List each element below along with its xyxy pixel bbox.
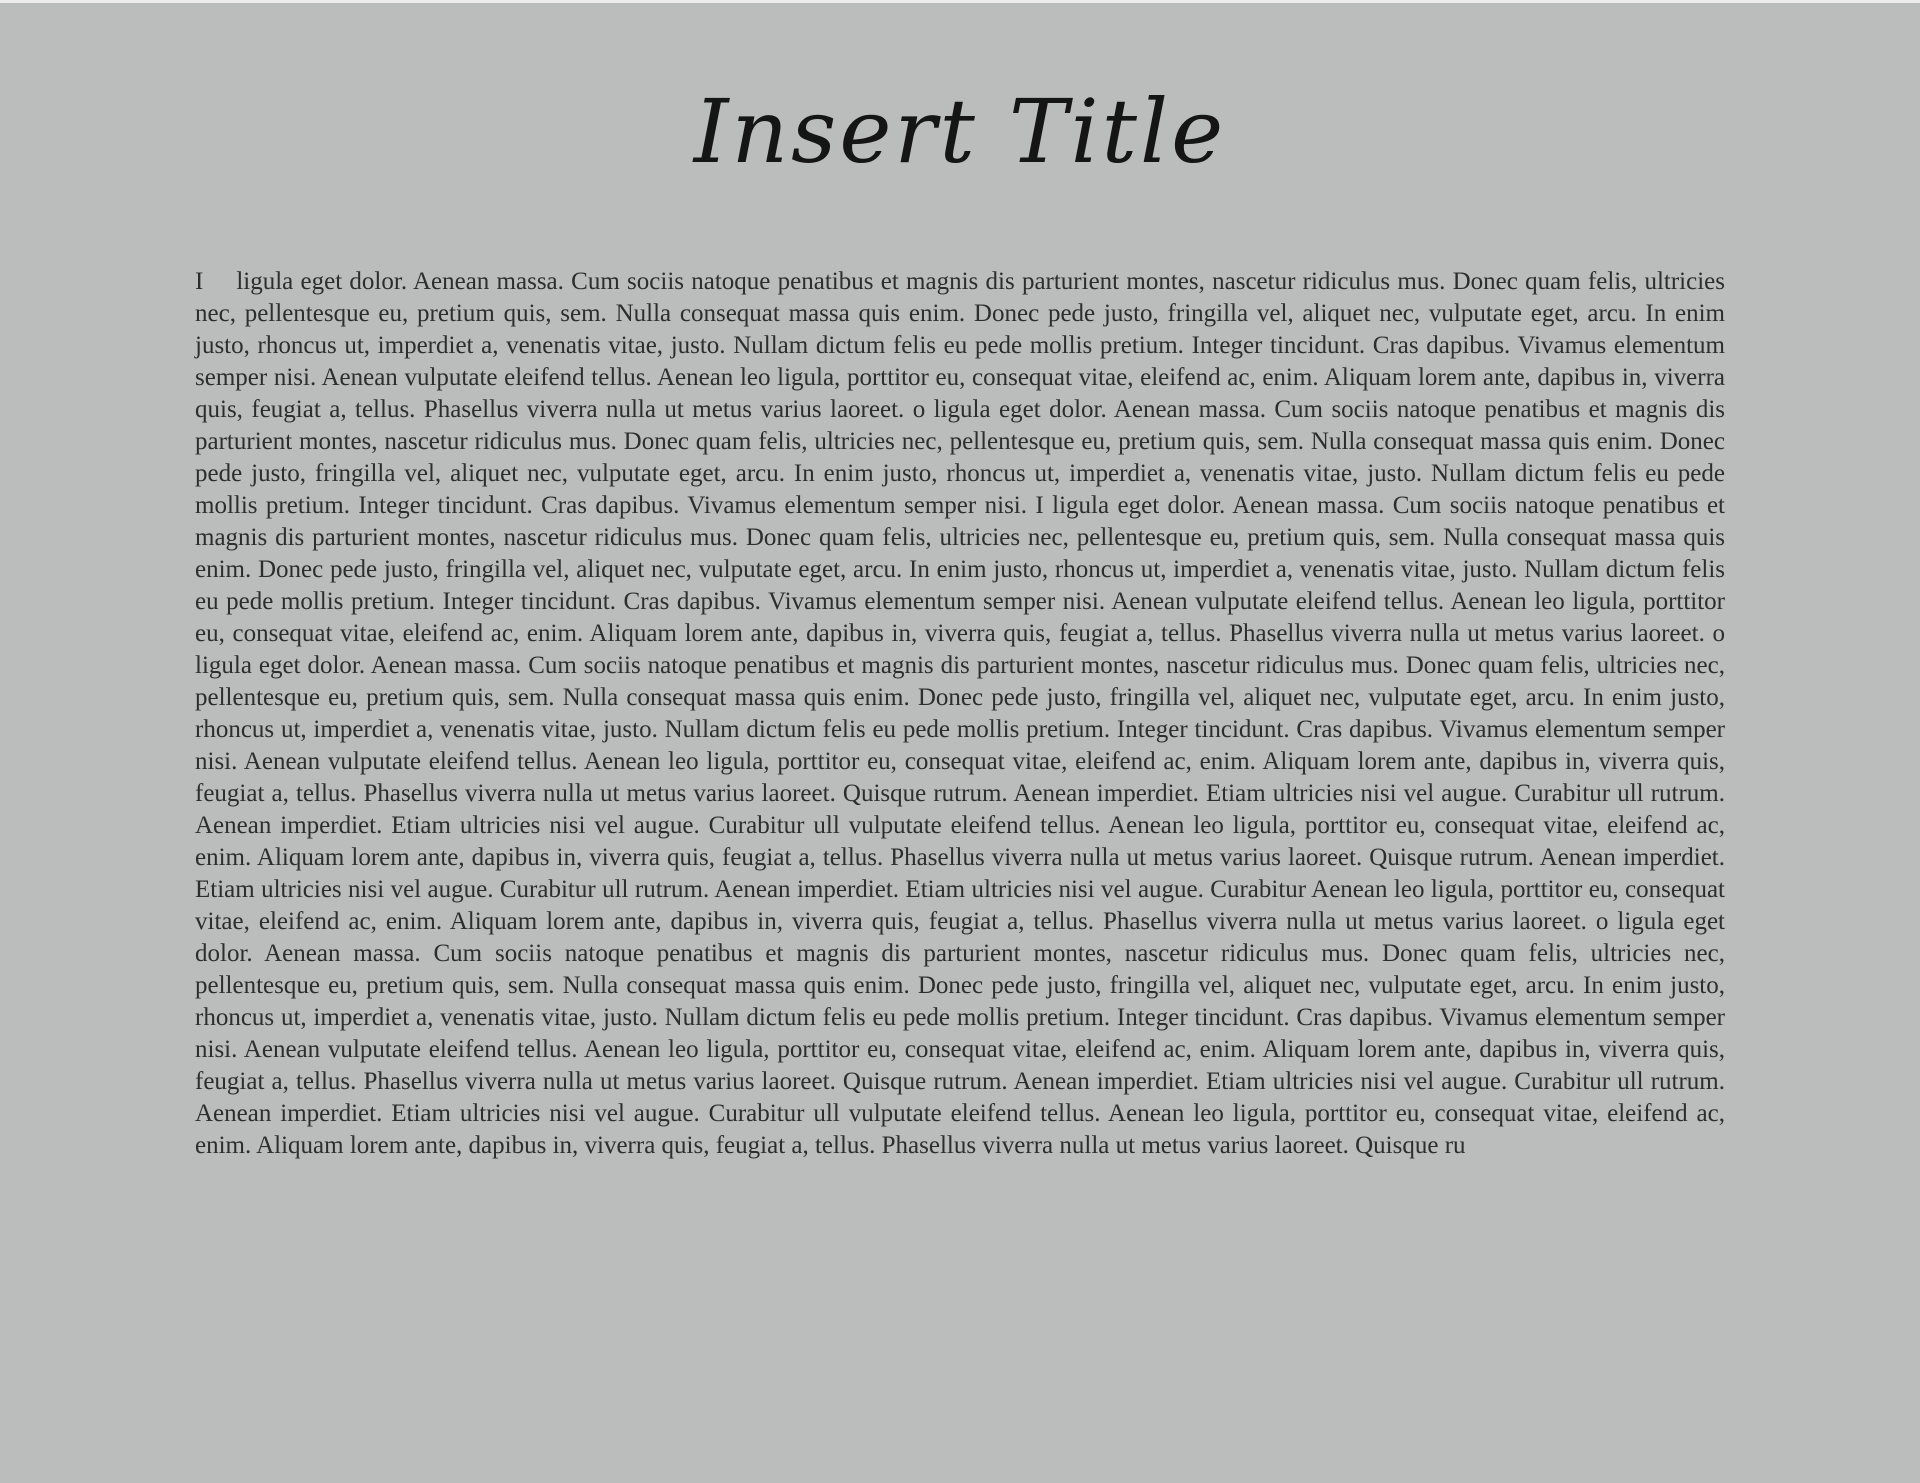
top-edge-highlight	[0, 0, 1920, 3]
page-title: Insert Title	[693, 80, 1227, 183]
body-text-block	[195, 266, 1725, 1162]
initial-gap-spacer	[203, 288, 236, 289]
paragraph-text: ligula eget dolor. Aenean massa. Cum sociis natoque penatibus et magnis dis parturient montes, nascetur ridiculus mus. Donec quam felis, ultricies nec, pellentesque eu, pretium quis, sem. Nulla consequat massa quis enim. Donec pede justo, fringilla vel, aliquet nec, vulputate eget, arcu. In enim justo, rhoncus ut, imperdiet a, venenatis vitae, justo. Nullam dictum felis eu pede mollis pretium. Integer tincidunt. Cras dapibus. Vivamus elementum semper nisi. Aenean vulputate eleifend tellus. Aenean leo ligula, porttitor eu, consequat vitae, eleifend ac, enim. Aliquam lorem ante, dapibus in, viverra quis, feugiat a, tellus. Phasellus viverra nulla ut metus varius laoreet. o ligula eget dolor. Aenean massa. Cum sociis natoque penatibus et magnis dis parturient montes, nascetur ridiculus mus. Donec quam felis, ultricies nec, pellentesque eu, pretium quis, sem. Nulla consequat massa quis enim. Donec pede justo, fringilla vel, aliquet nec, vulputate eget, arcu. In enim justo, rhoncus ut, imperdiet a, venenatis vitae, justo. Nullam dictum felis eu pede mollis pretium. Integer tincidunt. Cras dapibus. Vivamus elementum semper nisi. I ligula eget dolor. Aenean massa. Cum sociis natoque penatibus et magnis dis parturient montes, nascetur ridiculus mus. Donec quam felis, ultricies nec, pellentesque eu, pretium quis, sem. Nulla consequat massa quis enim. Donec pede justo, fringilla vel, aliquet nec, vulputate eget, arcu. In enim justo, rhoncus ut, imperdiet a, venenatis vitae, justo. Nullam dictum felis eu pede mollis pretium. Integer tincidunt. Cras dapibus. Vivamus elementum semper nisi. Aenean vulputate eleifend tellus. Aenean leo ligula, porttitor eu, consequat vitae, eleifend ac, enim. Aliquam lorem ante, dapibus in, viverra quis, feugiat a, tellus. Phasellus viverra nulla ut metus varius laoreet. o ligula eget dolor. Aenean massa. Cum sociis natoque penatibus et magnis dis parturient montes, nascetur ridiculus mus. Donec quam felis, ultricies nec, pellentesque eu, pretium quis, sem. Nulla consequat massa quis enim. Donec pede justo, fringilla vel, aliquet nec, vulputate eget, arcu. In enim justo, rhoncus ut, imperdiet a, venenatis vitae, justo. Nullam dictum felis eu pede mollis pretium. Integer tincidunt. Cras dapibus. Vivamus elementum semper nisi. Aenean vulputate eleifend tellus. Aenean leo ligula, porttitor eu, consequat vitae, eleifend ac, enim. Aliquam lorem ante, dapibus in, viverra quis, feugiat a, tellus. Phasellus viverra nulla ut metus varius laoreet. Quisque rutrum. Aenean imperdiet. Etiam ultricies nisi vel augue. Curabitur ull rutrum. Aenean imperdiet. Etiam ultricies nisi vel augue. Curabitur ull vulputate eleifend tellus. Aenean leo ligula, porttitor eu, consequat vitae, eleifend ac, enim. Aliquam lorem ante, dapibus in, viverra quis, feugiat a, tellus. Phasellus viverra nulla ut metus varius laoreet. Quisque rutrum. Aenean imperdiet. Etiam ultricies nisi vel augue. Curabitur ull rutrum. Aenean imperdiet. Etiam ultricies nisi vel augue. Curabitur Aenean leo ligula, porttitor eu, consequat vitae, eleifend ac, enim. Aliquam lorem ante, dapibus in, viverra quis, feugiat a, tellus. Phasellus viverra nulla ut metus varius laoreet. o ligula eget dolor. Aenean massa. Cum sociis natoque penatibus et magnis dis parturient montes, nascetur ridiculus mus. Donec quam felis, ultricies nec, pellentesque eu, pretium quis, sem. Nulla consequat massa quis enim. Donec pede justo, fringilla vel, aliquet nec, vulputate eget, arcu. In enim justo, rhoncus ut, imperdiet a, venenatis vitae, justo. Nullam dictum felis eu pede mollis pretium. Integer tincidunt. Cras dapibus. Vivamus elementum semper nisi. Aenean vulputate eleifend tellus. Aenean leo ligula, porttitor eu, consequat vitae, eleifend ac, enim. Aliquam lorem ante, dapibus in, viverra quis, feugiat a, tellus. Phasellus viverra nulla ut metus varius laoreet. Quisque rutrum. Aenean imperdiet. Etiam ultricies nisi vel augue. Curabitur ull rutrum. Aenean imperdiet. Etiam ultricies nisi vel augue. Curabitur ull vulputate eleifend tellus. Aenean leo ligula, porttitor eu, consequat vitae, eleifend ac, enim. Aliquam lorem ante, dapibus in, viverra quis, feugiat a, tellus. Phasellus viverra nulla ut metus varius laoreet. Quisque ru	[195, 268, 1725, 1160]
paragraph-initial: I	[195, 268, 204, 296]
